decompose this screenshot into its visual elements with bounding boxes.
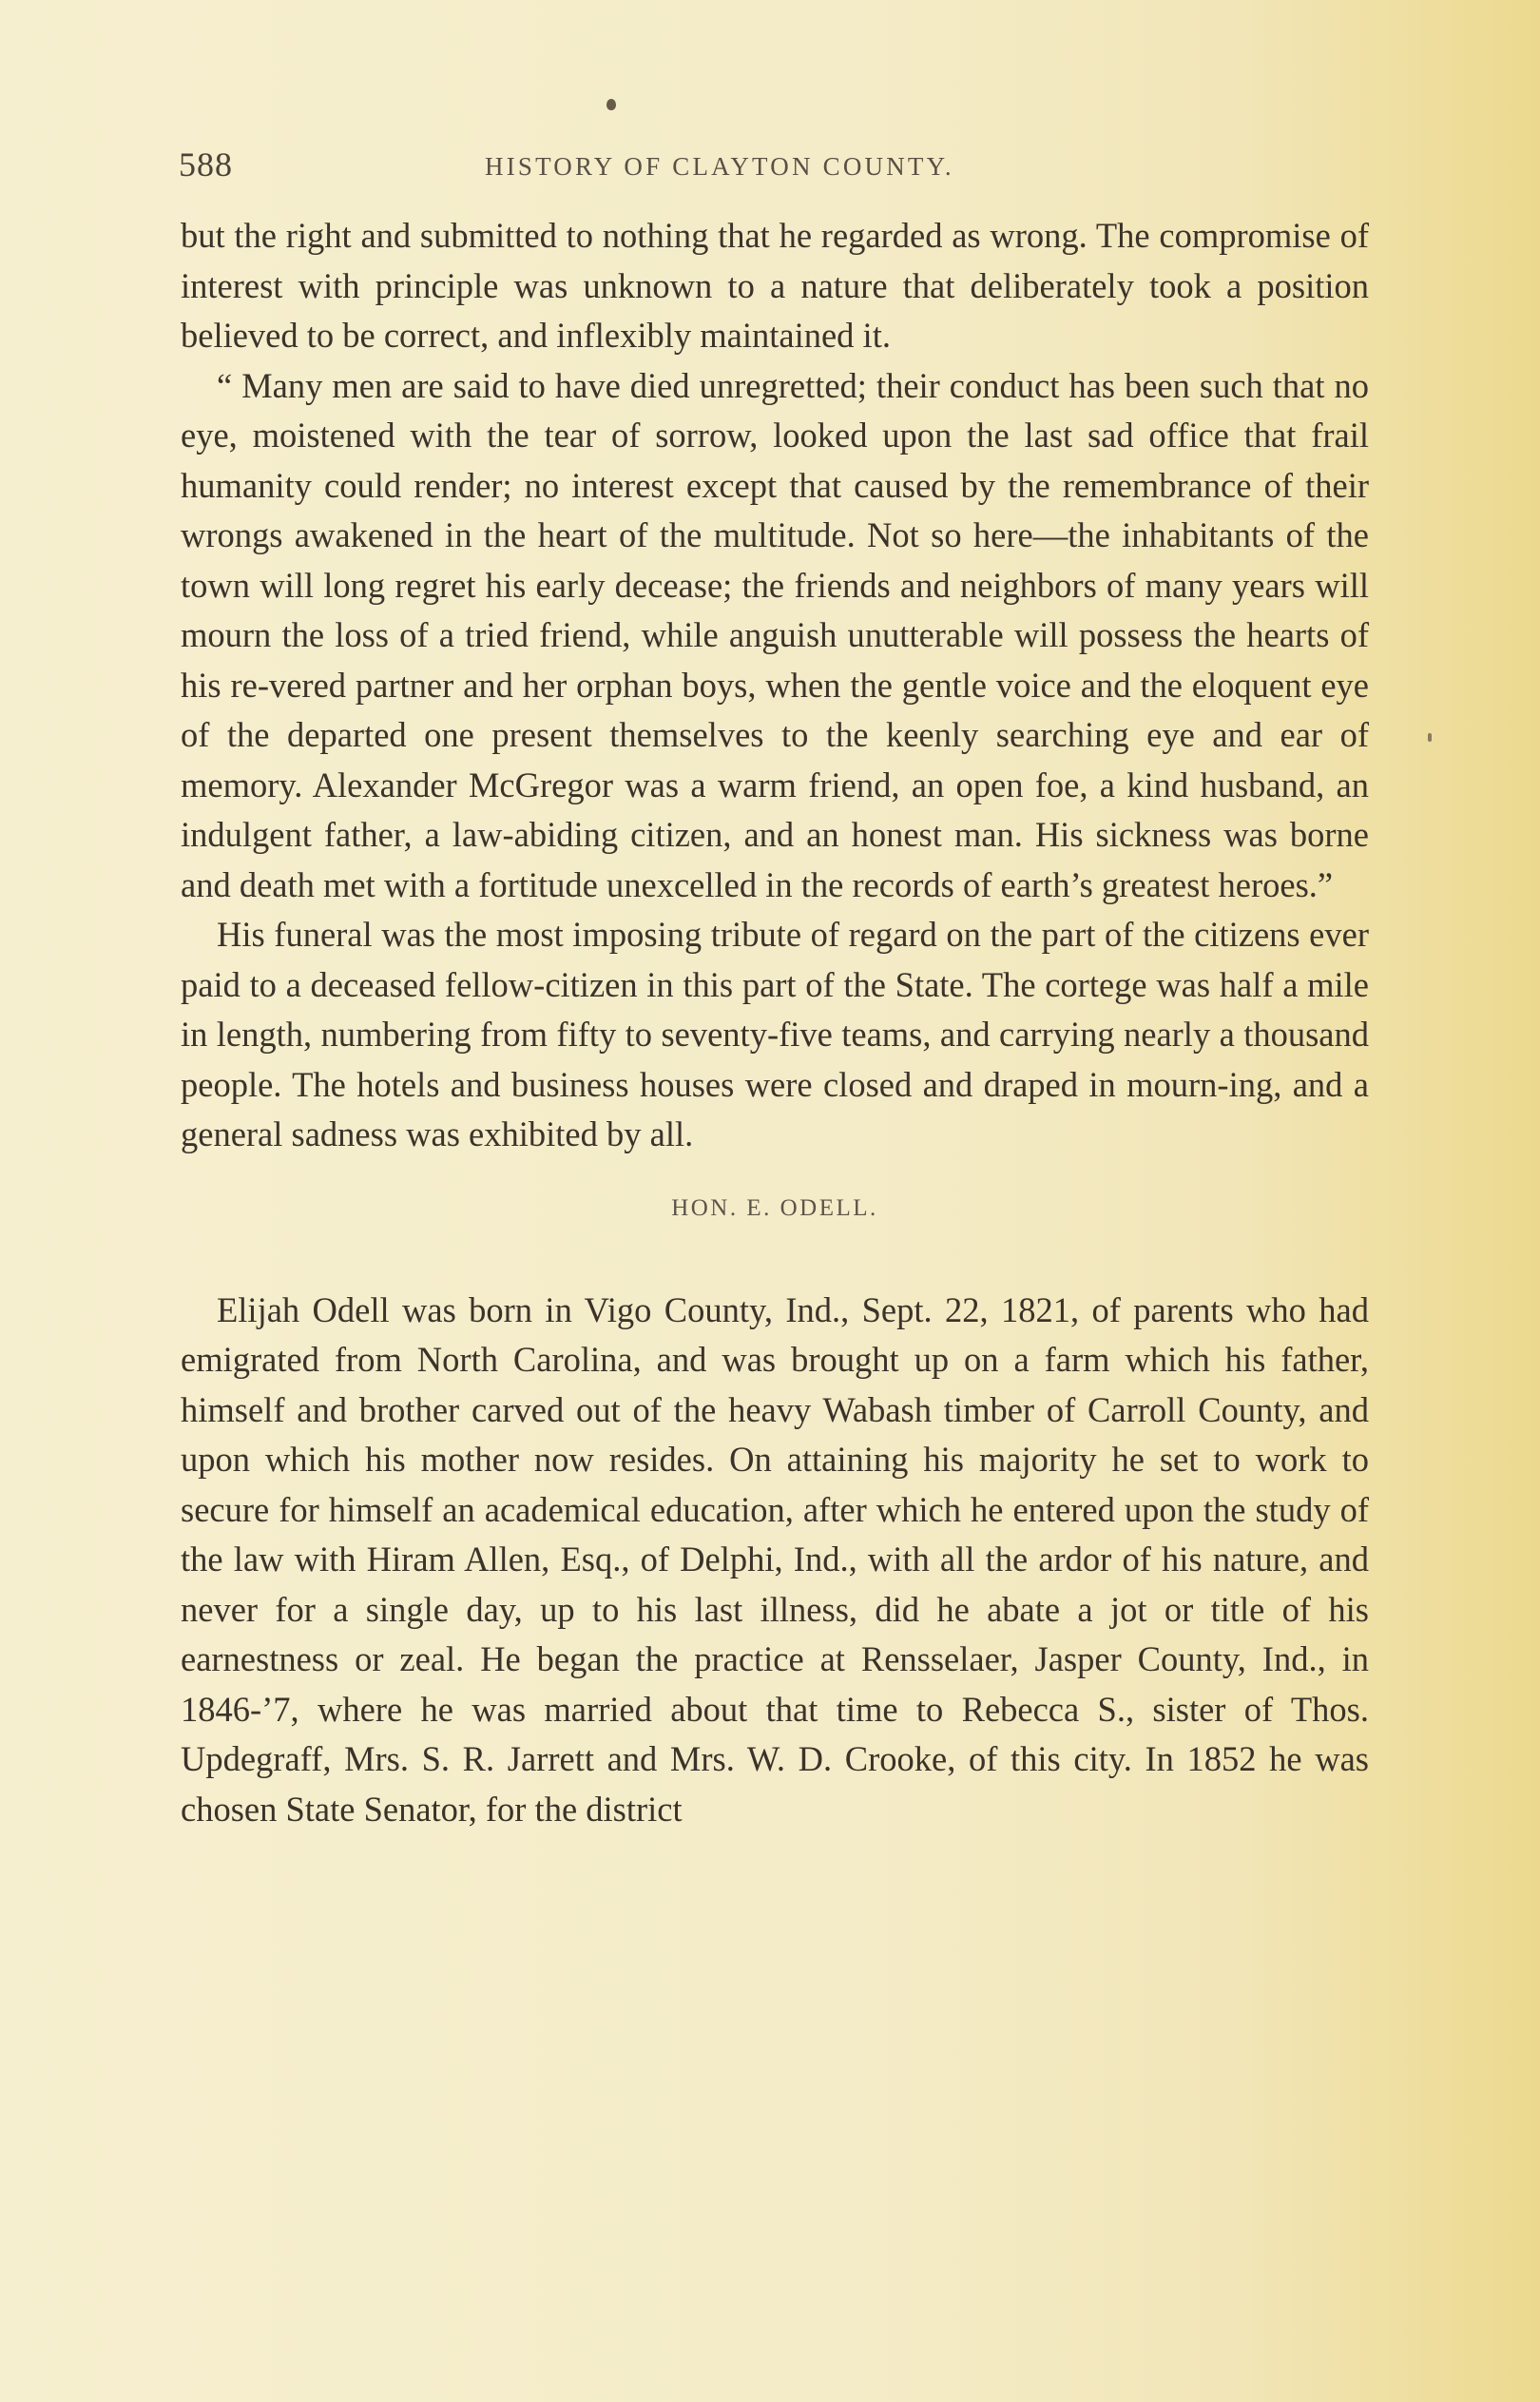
margin-mark bbox=[1428, 733, 1432, 742]
paragraph-quote: “ Many men are said to have died unregretted; their conduct has been such that no eye, moistened with the tear of sorrow, looked upon the last sad office that frail humanity could render; no interest except that caused by the remembrance of their wrongs awakened in the heart of the multitude. Not so here—the inhabitants of the town will long regret his early decease; the friends and neighbors of many years will mourn the loss of a tried friend, while anguish unutterable will possess the hearts of his re-vered partner and her orphan boys, when the gentle voice and the eloquent eye of the departed one present themselves to the keenly searching eye and ear of memory. Alexander McGregor was a warm friend, an open foe, a kind husband, an indulgent father, a law-abiding citizen, and an honest man. His sickness was borne and death met with a fortitude unexcelled in the records of earth’s greatest heroes.” bbox=[181, 365, 1369, 904]
section-heading: HON. E. ODELL. bbox=[671, 1194, 878, 1221]
paragraph-1: but the right and submitted to nothing that he regarded as wrong. The compromise of interest with principle was unknown to a nature that deliberately took a position believed to be correct, and inflexibly maintained it. bbox=[181, 216, 1369, 355]
paragraph-funeral: His funeral was the most imposing tribute of regard on the part of the citizens ever paid to a deceased fellow-citizen in this part of the State. The cortege was half a mile in length, numbering from fifty to seventy-five teams, and carrying nearly a thousand people. The hotels and business houses were closed and draped in mourn-ing, and a general sadness was exhibited by all. bbox=[181, 915, 1369, 1153]
page-header bbox=[179, 145, 1367, 192]
page-number: 588 bbox=[179, 145, 233, 184]
paragraph-odell: Elijah Odell was born in Vigo County, Ind., Sept. 22, 1821, of parents who had emigrated from North Carolina, and was brought up on a farm which his father, himself and brother carved out of the heavy Wabash timber of Carroll County, and upon which his mother now resides. On attaining his majority he set to work to secure for himself an academical education, after which he entered upon the study of the law with Hiram Allen, Esq., of Delphi, Ind., with all the ardor of his nature, and never for a single day, up to his last illness, did he abate a jot or title of his earnestness or zeal. He began the practice at Rensselaer, Jasper County, Ind., in 1846-’7, where he was married about that time to Rebecca S., sister of Thos. Updegraff, Mrs. S. R. Jarrett and Mrs. W. D. Crooke, of this city. In 1852 he was chosen State Senator, for the district bbox=[181, 1289, 1369, 1829]
running-title: HISTORY OF CLAYTON COUNTY. bbox=[485, 152, 954, 181]
ink-mark bbox=[606, 99, 616, 110]
page-body bbox=[181, 211, 1369, 1834]
